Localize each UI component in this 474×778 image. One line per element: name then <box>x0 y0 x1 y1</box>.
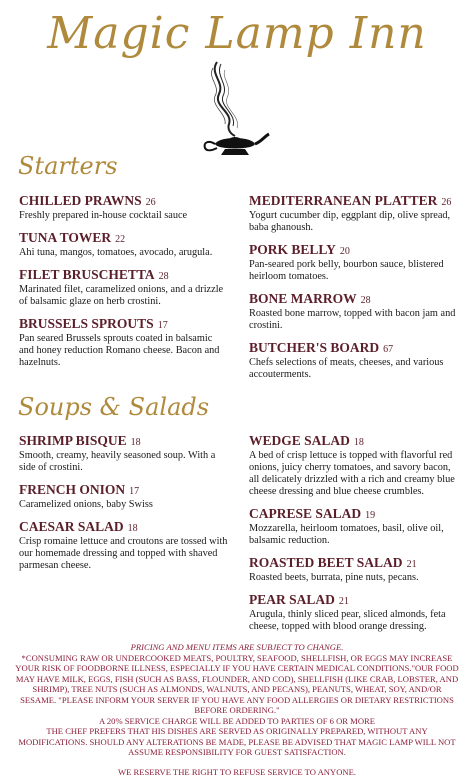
menu-item <box>19 433 229 474</box>
menu-footer <box>14 642 460 777</box>
item-name: CHILLED PRAWNS <box>19 193 142 208</box>
item-name: PEAR SALAD <box>249 592 335 607</box>
item-price: 21 <box>338 596 349 607</box>
menu-item <box>19 316 229 369</box>
item-price: 18 <box>127 523 138 534</box>
item-description: Freshly prepared in-house cocktail sauce <box>19 210 188 221</box>
restaurant-title: Magic Lamp Inn <box>47 8 427 59</box>
menu-item <box>249 433 459 498</box>
item-description: Mozzarella, heirloom tomatoes, basil, olive oil, balsamic reduction. <box>249 523 444 546</box>
menu-item <box>19 519 229 572</box>
item-price: 17 <box>129 486 140 497</box>
item-description: Chefs selections of meats, cheeses, and various accouterments. <box>249 357 444 380</box>
item-description: Pan seared Brussels sprouts coated in balsamic and honey reduction Romano cheese. Bacon and hazelnuts. <box>19 333 220 368</box>
item-price: 26 <box>441 197 452 208</box>
pricing-notice: PRICING AND MENU ITEMS ARE SUBJECT TO CHANGE. <box>130 642 344 652</box>
item-description: Roasted bone marrow, topped with bacon jam and crostini. <box>249 308 456 331</box>
allergy-notice: *CONSUMING RAW OR UNDERCOOKED MEATS, POULTRY, SEAFOOD, SHELLFISH, OR EGGS MAY INCREASE YOUR RISK OF FOODBORNE ILLNESS, ESPECIALLY IF YOU HAVE CERTAIN MEDICAL CONDITIONS."OUR FOOD MAY HAVE MILK, EGGS, FISH (SUCH AS BASS, FLOUNDER, AND COD), SHELLFISH (LIKE CRAB, LOBSTER, AND SHRIMP), TREE NUTS (SUCH AS ALMONDS, WALNUTS, AND PECANS), PEANUTS, WHEAT, SOY, AND/OR SESAME. "PLEASE INFORM YOUR SERVER IF YOU HAVE ANY FOOD ALLERGIES OR DIETARY RESTRICTIONS BEFORE ORDERING." <box>15 652 459 715</box>
item-name: PORK BELLY <box>249 242 336 257</box>
item-description: Marinated filet, caramelized onions, and a drizzle of balsamic glaze on herb crostini. <box>19 284 224 307</box>
item-description: Yogurt cucumber dip, eggplant dip, olive spread, baba ghanoush. <box>249 210 451 233</box>
menu-item <box>249 555 459 584</box>
item-description: Pan-seared pork belly, bourbon sauce, blistered heirloom tomatoes. <box>249 259 444 282</box>
item-price: 18 <box>353 437 364 448</box>
menu-item <box>19 267 229 308</box>
item-name: CAESAR SALAD <box>19 519 124 534</box>
menu-item <box>249 506 459 547</box>
item-name: FILET BRUSCHETTA <box>19 267 155 282</box>
item-name: TUNA TOWER <box>19 230 112 245</box>
item-description: Arugula, thinly sliced pear, sliced almonds, feta cheese, topped with blood orange dressing. <box>249 609 446 632</box>
refuse-service-notice: WE RESERVE THE RIGHT TO REFUSE SERVICE TO ANYONE. <box>117 766 357 777</box>
item-name: BRUSSELS SPROUTS <box>19 316 154 331</box>
item-price: 18 <box>130 437 141 448</box>
item-price: 26 <box>145 197 156 208</box>
item-description: Roasted beets, burrata, pine nuts, pecans. <box>249 572 419 583</box>
item-name: CAPRESE SALAD <box>249 506 362 521</box>
soups-left-column <box>19 433 229 580</box>
starters-heading: Starters <box>18 152 118 180</box>
menu-item <box>249 291 459 332</box>
item-name: ROASTED BEET SALAD <box>249 555 403 570</box>
soups-salads-heading: Soups & Salads <box>18 393 210 421</box>
menu-item <box>249 193 459 234</box>
item-price: 20 <box>339 246 350 257</box>
menu-item <box>249 340 459 381</box>
item-description: Caramelized onions, baby Swiss <box>19 499 153 510</box>
item-price: 22 <box>115 234 126 245</box>
item-price: 21 <box>406 559 417 570</box>
menu-item <box>19 230 229 259</box>
menu-item <box>249 592 459 633</box>
item-name: BUTCHER'S BOARD <box>249 340 380 355</box>
item-price: 28 <box>360 295 371 306</box>
service-charge-notice: A 20% SERVICE CHARGE WILL BE ADDED TO PARTIES OF 6 OR MORE <box>98 715 376 726</box>
starters-left-column <box>19 193 229 377</box>
item-name: MEDITERRANEAN PLATTER <box>249 193 438 208</box>
item-price: 28 <box>158 271 169 282</box>
item-price: 17 <box>157 320 168 331</box>
item-price: 67 <box>383 344 394 355</box>
soups-right-column <box>249 433 459 641</box>
item-description: Crisp romaine lettuce and croutons are tossed with our homemade dressing and topped with shaved parmesan cheese. <box>19 536 228 571</box>
item-description: Smooth, creamy, heavily seasoned soup. With a side of crostini. <box>19 450 216 473</box>
starters-right-column <box>249 193 459 389</box>
item-name: BONE MARROW <box>249 291 357 306</box>
item-price: 19 <box>365 510 376 521</box>
item-name: FRENCH ONION <box>19 482 126 497</box>
menu-item <box>19 193 229 222</box>
menu-item <box>249 242 459 283</box>
magic-lamp-icon <box>195 60 271 160</box>
chef-notice: THE CHEF PREFERS THAT HIS DISHES ARE SERVED AS ORIGINALLY PREPARED, WITHOUT ANY MODIFICATIONS. SHOULD ANY ALTERATIONS BE MADE, PLEASE BE ADVISED THAT MAGIC LAMP WILL NOT ASSUME RESPONSIBILITY FOR GUEST SATISFACTION. <box>18 726 456 757</box>
item-name: WEDGE SALAD <box>249 433 350 448</box>
item-description: A bed of crisp lettuce is topped with flavorful red onions, juicy cherry tomatoes, and savory bacon, all delicately drizzled with a rich and creamy blue cheese dressing and blue cheese crumbles. <box>249 450 455 497</box>
item-description: Ahi tuna, mangos, tomatoes, avocado, arugula. <box>19 247 213 258</box>
menu-item <box>19 482 229 511</box>
item-name: SHRIMP BISQUE <box>19 433 127 448</box>
